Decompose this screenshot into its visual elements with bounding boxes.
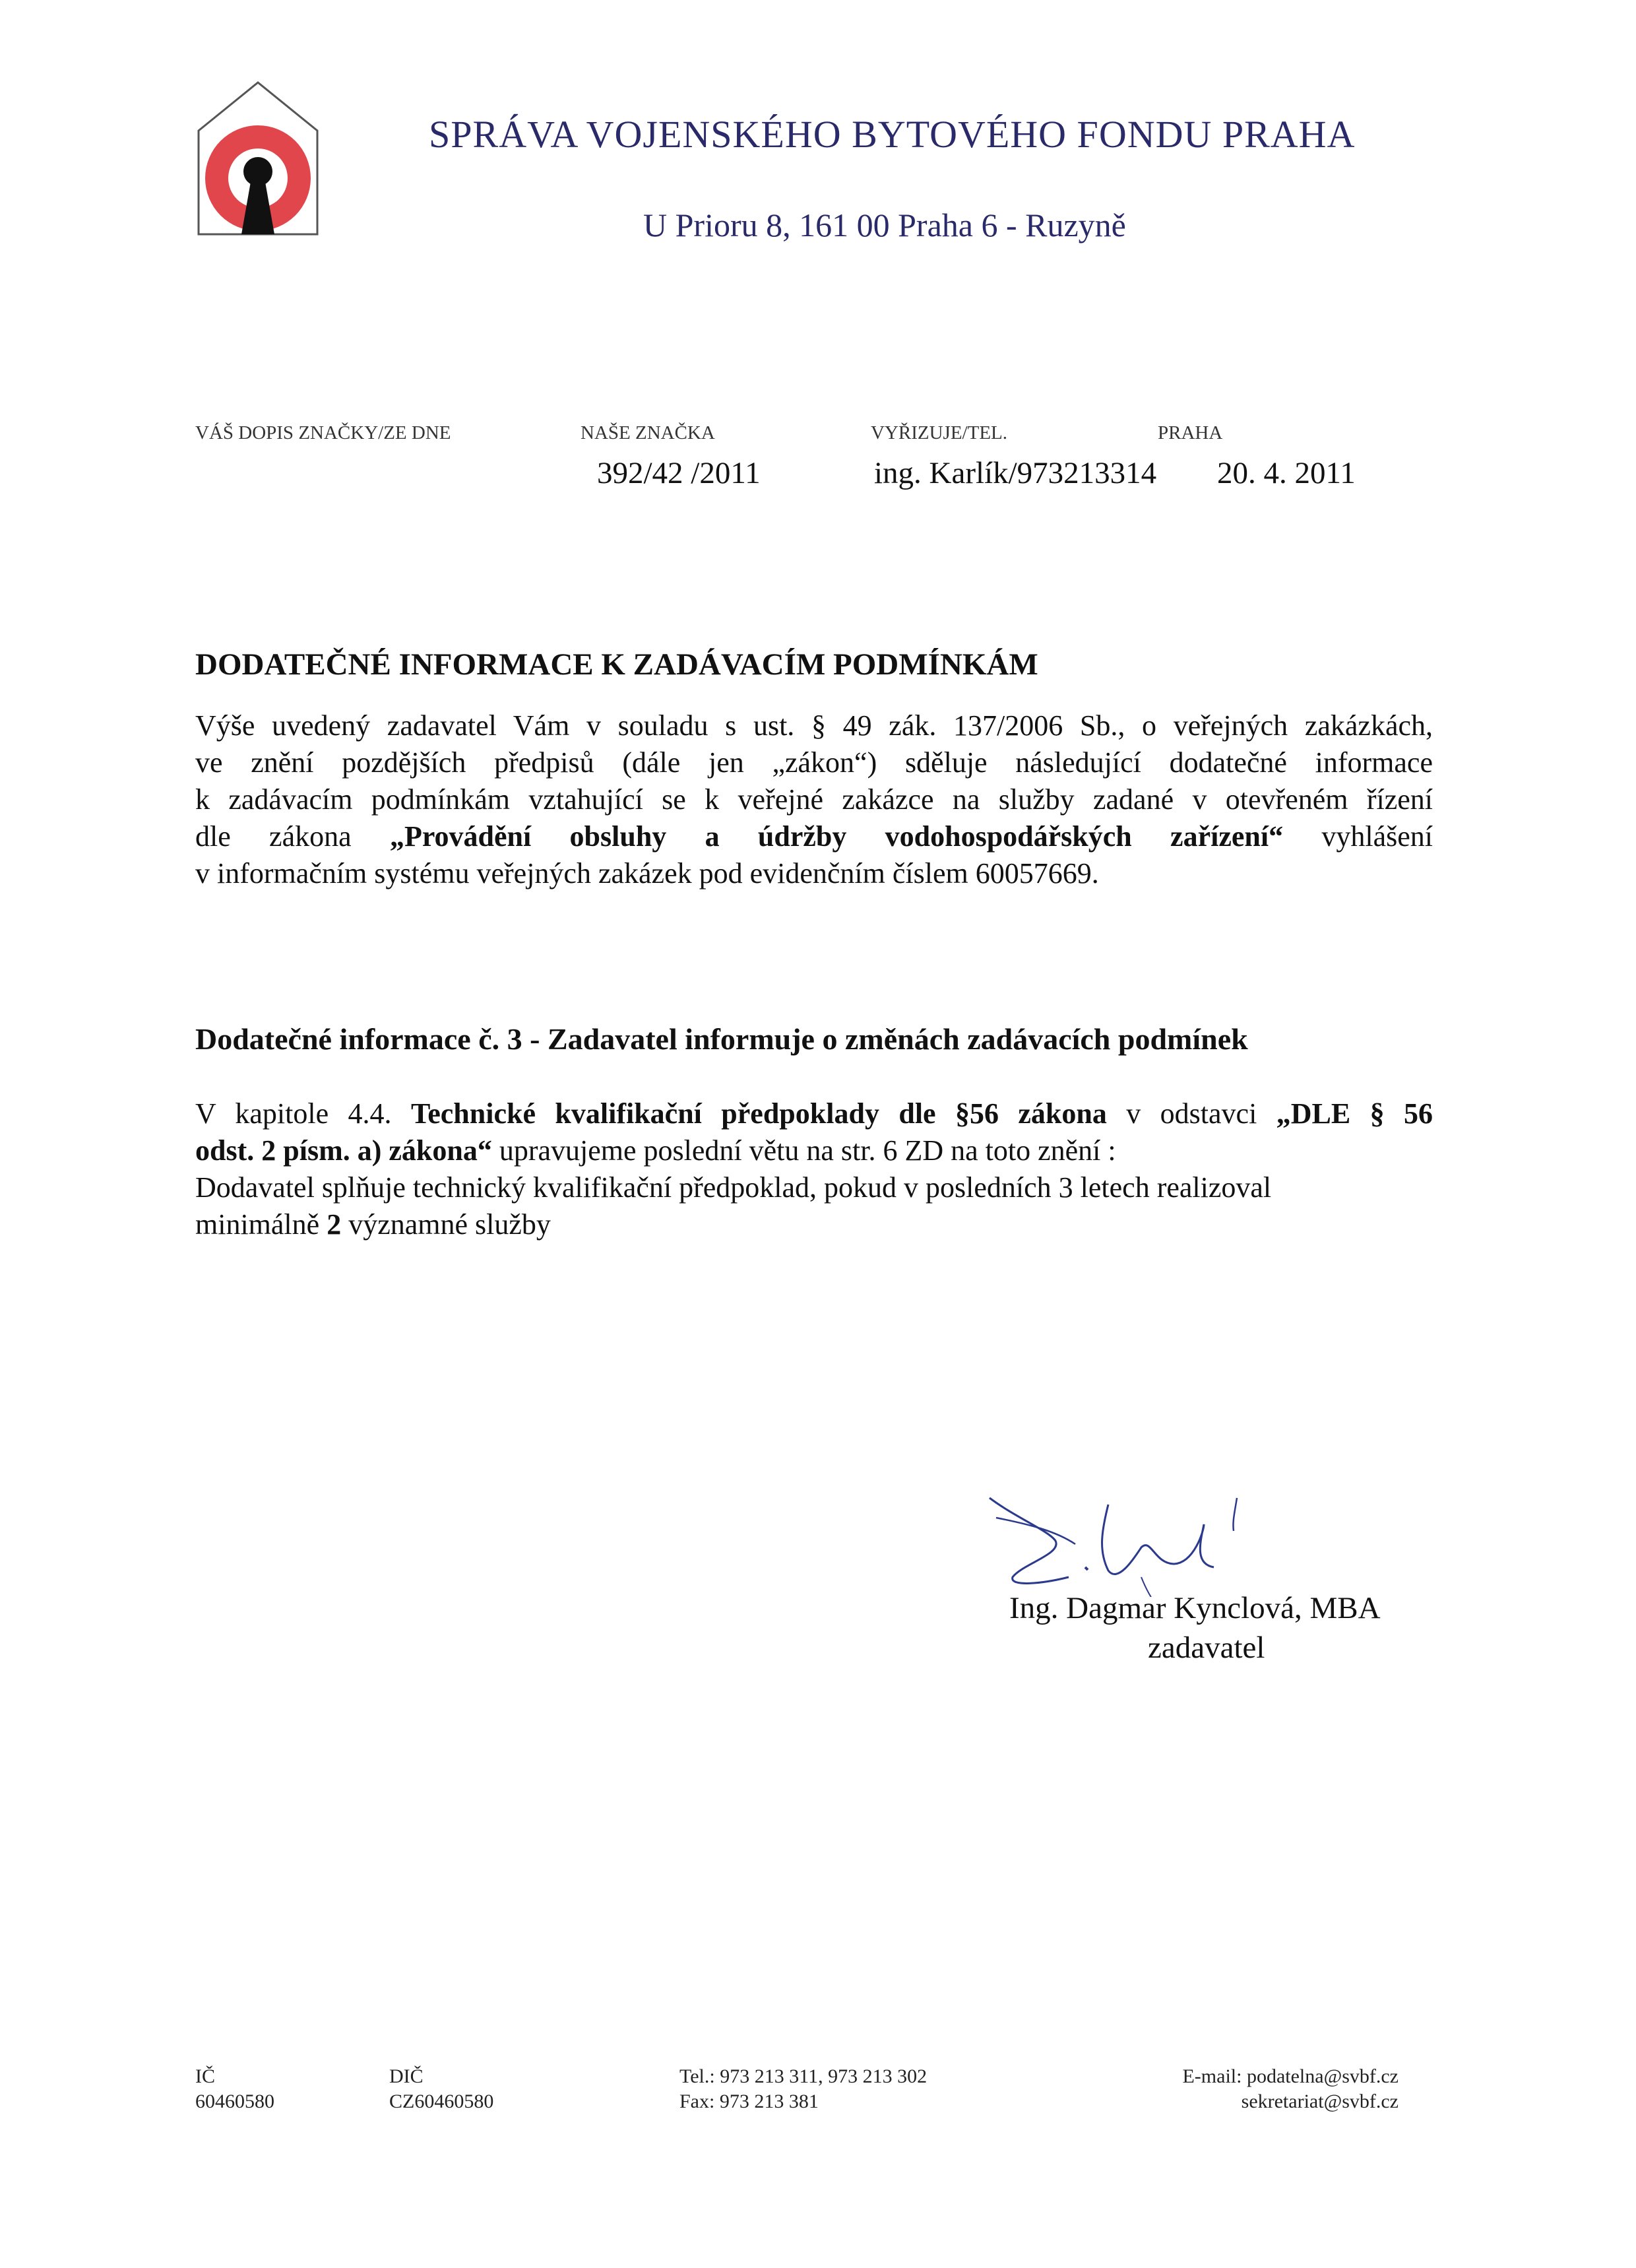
letter-date: 20. 4. 2011 — [1217, 456, 1356, 490]
chapter-title: Technické kvalifikační předpoklady dle §56 zákona — [410, 1097, 1107, 1130]
document-heading: DODATEČNÉ INFORMACE K ZADÁVACÍM PODMÍNKÁM — [195, 647, 1038, 682]
signer-role: zadavatel — [1148, 1631, 1265, 1665]
intro-line: Výše uvedený zadavatel Vám v souladu s ust. § 49 zák. 137/2006 Sb., o veřejných zakázkách, — [195, 709, 1433, 742]
contract-title: „Provádění obsluhy a údržby vodohospodářských zařízení“ — [389, 820, 1284, 853]
intro-line — [195, 818, 1433, 855]
vat-id-label: DIČ — [389, 2065, 424, 2087]
change-line — [195, 1132, 1433, 1169]
signer-name: Ing. Dagmar Kynclová, MBA — [1009, 1591, 1381, 1625]
handled-by-value: ing. Karlík/973213314 — [874, 456, 1157, 490]
your-letter-label: VÁŠ DOPIS ZNAČKY/ZE DNE — [195, 422, 451, 443]
email-secondary: sekretariat@svbf.cz — [1241, 2090, 1399, 2112]
intro-line: k zadávacím podmínkám vztahující se k veřejné zakázce na služby zadané v otevřeném řízení — [195, 783, 1433, 816]
change-text: významné služby — [341, 1208, 551, 1241]
phone-fax — [679, 2064, 927, 2114]
change-text: minimálně — [195, 1208, 327, 1241]
company-id-label: IČ — [195, 2065, 215, 2087]
intro-line: ve znění pozdějších předpisů (dále jen „zákon“) sděluje následující dodatečné informace — [195, 746, 1433, 779]
intro-paragraph — [195, 707, 1433, 892]
paragraph-ref: odst. 2 písm. a) zákona“ — [195, 1134, 492, 1167]
change-line — [195, 1206, 1433, 1243]
paragraph-ref: „DLE § 56 — [1276, 1097, 1433, 1130]
change-paragraph — [195, 1095, 1433, 1243]
section-subheading: Dodatečné informace č. 3 - Zadavatel informuje o změnách zadávacích podmínek — [195, 1022, 1248, 1056]
company-id — [195, 2064, 274, 2114]
our-ref-label: NAŠE ZNAČKA — [581, 422, 715, 443]
fax-number: Fax: 973 213 381 — [679, 2090, 819, 2112]
service-count: 2 — [327, 1208, 342, 1241]
handled-by-label: VYŘIZUJE/TEL. — [871, 422, 1007, 443]
handwritten-signature — [976, 1478, 1293, 1597]
change-text: V kapitole 4.4. — [195, 1097, 392, 1130]
vat-id — [389, 2064, 493, 2114]
email-contacts — [1082, 2064, 1399, 2114]
vat-id-value: CZ60460580 — [389, 2090, 494, 2112]
company-id-value: 60460580 — [195, 2090, 274, 2112]
change-line — [195, 1095, 1433, 1132]
intro-line: v informačním systému veřejných zakázek pod evidenčním číslem 60057669. — [195, 857, 1099, 890]
intro-line-text: vyhlášení — [1321, 820, 1433, 853]
change-line: Dodavatel splňuje technický kvalifikační předpoklad, pokud v posledních 3 letech realizoval — [195, 1171, 1272, 1204]
intro-line-text: dle zákona — [195, 820, 352, 853]
change-text: upravujeme poslední větu na str. 6 ZD na toto znění : — [491, 1134, 1116, 1167]
email-primary: E-mail: podatelna@svbf.cz — [1182, 2065, 1399, 2087]
phone-number: Tel.: 973 213 311, 973 213 302 — [679, 2065, 928, 2087]
organization-address: U Prioru 8, 161 00 Praha 6 - Ruzyně — [643, 207, 1126, 243]
keyhole-house-logo — [195, 79, 321, 238]
organization-name: SPRÁVA VOJENSKÉHO BYTOVÉHO FONDU PRAHA — [429, 113, 1356, 156]
our-ref-value: 392/42 /2011 — [597, 456, 761, 490]
change-text: v odstavci — [1126, 1097, 1257, 1130]
place-label: PRAHA — [1158, 422, 1223, 443]
